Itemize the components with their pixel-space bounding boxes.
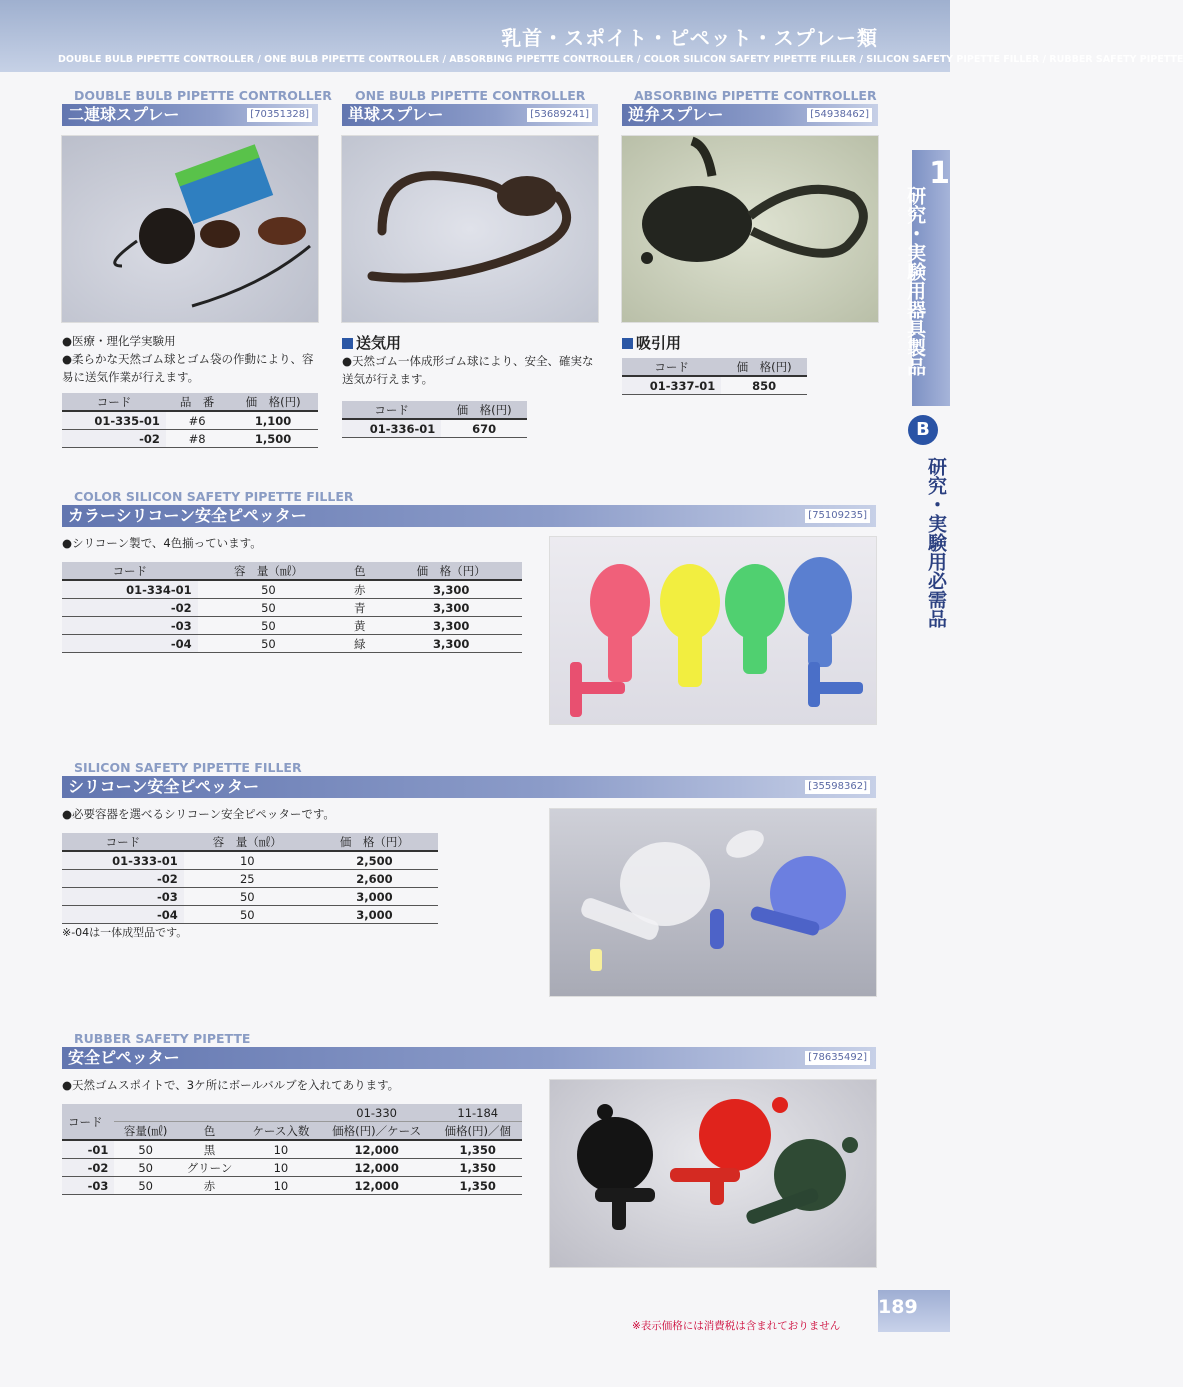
col-price: 価 格（円）: [311, 833, 438, 851]
group-01-330: 01-330: [320, 1104, 434, 1122]
col-price: 価 格(円): [721, 358, 807, 376]
cell-code: -02: [62, 430, 166, 448]
square-bullet-icon: [342, 338, 353, 349]
p5-price-table: [62, 833, 438, 924]
cell-color: グリーン: [177, 1159, 242, 1177]
cell-volume: 50: [198, 617, 340, 635]
table-row: [62, 617, 522, 635]
p2-photo: [342, 136, 598, 322]
cell-price-case: 12,000: [320, 1159, 434, 1177]
cell-volume: 50: [198, 580, 340, 599]
p6-photo: [550, 1080, 876, 1267]
col-volume: 容 量（㎖）: [198, 562, 340, 580]
group-11-184: 11-184: [434, 1104, 523, 1122]
cell-code: 01-336-01: [342, 419, 441, 438]
page-subtitle: DOUBLE BULB PIPETTE CONTROLLER / ONE BULB PIPETTE CONTROLLER / ABSORBING PIPETTE CONTROLLER / COLOR SILICON SAFETY PIPETTE FILLER / SILICON SAFETY PIPETTE FILLER / RUBBER SAFETY PIPETTE: [58, 54, 1183, 65]
col-code: コード: [62, 1104, 114, 1140]
cell-price-each: 1,350: [434, 1177, 523, 1195]
p2-title: 単球スプレー: [348, 105, 444, 124]
col-code: コード: [62, 393, 166, 411]
side-tab-label-1: 研究・実験用器具製品: [904, 186, 927, 376]
cell-code: 01-334-01: [62, 580, 198, 599]
square-bullet-icon: [622, 338, 633, 349]
p2-bullet: ●天然ゴム一体成形ゴム球により、安全、確実な送気が行えます。: [342, 354, 594, 386]
footer-note: ※表示価格には消費税は含まれておりません: [632, 1320, 841, 1332]
p1-title-bar: [62, 104, 318, 126]
p1-title: 二連球スプレー: [68, 105, 180, 124]
p5-product-image: [550, 809, 876, 996]
cell-code: -04: [62, 906, 184, 924]
col-code: コード: [622, 358, 721, 376]
p5-bullet: ●必要容器を選べるシリコーン安全ピペッターです。: [62, 807, 335, 821]
p6-price-table: [62, 1104, 522, 1195]
p4-title-bar: [62, 505, 876, 527]
p3-product-image: [622, 136, 878, 322]
p2-code: [53689241]: [527, 108, 592, 122]
col-code: コード: [62, 562, 198, 580]
col-code: コード: [62, 833, 184, 851]
p6-english-name: RUBBER SAFETY PIPETTE: [74, 1031, 251, 1046]
table-row: [62, 888, 438, 906]
p4-title: カラーシリコーン安全ピペッター: [68, 506, 307, 525]
table-header-row: [62, 1122, 522, 1141]
cell-code: -03: [62, 1177, 114, 1195]
col-price-each: 価格(円)／個: [434, 1122, 523, 1141]
p1-bullet-2: ●柔らかな天然ゴム球とゴム袋の作動により、容易に送気作業が行えます。: [62, 352, 314, 384]
col-color: 色: [339, 562, 380, 580]
p1-code: [70351328]: [247, 108, 312, 122]
cell-code: -02: [62, 870, 184, 888]
p6-product-image: [550, 1080, 876, 1267]
cell-color: 青: [339, 599, 380, 617]
p1-description: [62, 332, 324, 386]
table-row: [62, 599, 522, 617]
table-row: [62, 870, 438, 888]
p3-photo: [622, 136, 878, 322]
p2-price-table: [342, 401, 527, 438]
cell-price: 1,100: [228, 411, 318, 430]
cell-price: 1,500: [228, 430, 318, 448]
cell-price: 2,500: [311, 851, 438, 870]
cell-model: #8: [166, 430, 228, 448]
table-row: [62, 1140, 522, 1159]
p3-price-table: [622, 358, 807, 395]
p5-code: [35598362]: [805, 780, 870, 794]
p2-product-image: [342, 136, 598, 322]
cell-price: 3,000: [311, 906, 438, 924]
table-group-row: [62, 1104, 522, 1122]
cell-price: 3,300: [380, 635, 522, 653]
table-row: [342, 419, 527, 438]
cell-volume: 25: [184, 870, 311, 888]
p4-product-image: [550, 537, 876, 724]
p5-english-name: SILICON SAFETY PIPETTE FILLER: [74, 760, 302, 775]
cell-price: 850: [721, 376, 807, 395]
table-header-row: [62, 833, 438, 851]
p1-bullet-1: ●医療・理化学実験用: [62, 334, 176, 348]
side-tab-primary: [904, 150, 950, 406]
col-volume: 容 量（㎖）: [184, 833, 311, 851]
p1-english-name: DOUBLE BULB PIPETTE CONTROLLER: [74, 88, 332, 103]
col-color: 色: [177, 1122, 242, 1141]
cell-color: 黄: [339, 617, 380, 635]
cell-color: 黒: [177, 1140, 242, 1159]
cell-price: 2,600: [311, 870, 438, 888]
cell-code: 01-333-01: [62, 851, 184, 870]
table-row: [62, 635, 522, 653]
p2-use-label: [342, 332, 401, 353]
p2-title-bar: [342, 104, 598, 126]
cell-price-each: 1,350: [434, 1140, 523, 1159]
table-row: [62, 906, 438, 924]
table-header-row: [62, 562, 522, 580]
cell-code: -03: [62, 888, 184, 906]
p5-photo: [550, 809, 876, 996]
cell-code: 01-335-01: [62, 411, 166, 430]
p3-code: [54938462]: [807, 108, 872, 122]
p4-price-table: [62, 562, 522, 653]
p5-note: ※-04は一体成型品です。: [62, 926, 188, 939]
p6-title: 安全ピペッター: [68, 1048, 180, 1067]
cell-model: #6: [166, 411, 228, 430]
p4-english-name: COLOR SILICON SAFETY PIPETTE FILLER: [74, 489, 354, 504]
col-price-case: 価格(円)／ケース: [320, 1122, 434, 1141]
cell-code: -04: [62, 635, 198, 653]
p6-code: [78635492]: [805, 1051, 870, 1065]
table-header-row: [62, 393, 318, 411]
col-volume: 容量(㎖): [114, 1122, 177, 1141]
page-number: 189: [878, 1296, 918, 1318]
cell-price-case: 12,000: [320, 1140, 434, 1159]
col-model: 品 番: [166, 393, 228, 411]
p1-product-image: [62, 136, 318, 322]
cell-volume: 50: [198, 599, 340, 617]
p3-title-bar: [622, 104, 878, 126]
col-case-qty: ケース入数: [242, 1122, 320, 1141]
cell-color: 赤: [339, 580, 380, 599]
col-code: コード: [342, 401, 441, 419]
p1-photo: [62, 136, 318, 322]
cell-price: 3,300: [380, 617, 522, 635]
table-row: [62, 580, 522, 599]
cell-case-qty: 10: [242, 1140, 320, 1159]
cell-case-qty: 10: [242, 1177, 320, 1195]
cell-code: -02: [62, 1159, 114, 1177]
cell-code: 01-337-01: [622, 376, 721, 395]
col-price: 価 格（円）: [380, 562, 522, 580]
cell-volume: 50: [184, 888, 311, 906]
cell-color: 赤: [177, 1177, 242, 1195]
cell-price: 3,300: [380, 599, 522, 617]
table-row: [62, 1159, 522, 1177]
cell-volume: 50: [114, 1177, 177, 1195]
p6-bullet: ●天然ゴムスポイトで、3ケ所にボールバルブを入れてあります。: [62, 1078, 400, 1092]
side-tab-badge: B: [908, 415, 938, 445]
cell-code: -02: [62, 599, 198, 617]
p4-bullet: ●シリコーン製で、4色揃っています。: [62, 536, 262, 550]
cell-price: 3,000: [311, 888, 438, 906]
cell-color: 緑: [339, 635, 380, 653]
col-price: 価 格(円): [441, 401, 527, 419]
table-row: [62, 430, 318, 448]
p1-price-table: [62, 393, 318, 448]
table-row: [62, 851, 438, 870]
cell-code: -03: [62, 617, 198, 635]
cell-volume: 50: [114, 1140, 177, 1159]
cell-volume: 50: [184, 906, 311, 924]
p3-title: 逆弁スプレー: [628, 105, 724, 124]
p5-title: シリコーン安全ピペッター: [68, 777, 260, 796]
page-title: 乳首・スポイト・ピペット・スプレー類: [501, 26, 878, 50]
table-header-row: [622, 358, 807, 376]
side-tab-number: 1: [929, 156, 950, 191]
p4-photo: [550, 537, 876, 724]
table-row: [622, 376, 807, 395]
p3-use-label: [622, 332, 681, 353]
cell-price: 670: [441, 419, 527, 438]
cell-volume: 50: [198, 635, 340, 653]
cell-price-each: 1,350: [434, 1159, 523, 1177]
cell-price: 3,300: [380, 580, 522, 599]
p3-use: 吸引用: [636, 334, 682, 352]
side-tab-label-2: 研究・実験用必需品: [925, 457, 947, 628]
p4-code: [75109235]: [805, 509, 870, 523]
p5-title-bar: [62, 776, 876, 798]
col-price: 価 格(円): [228, 393, 318, 411]
cell-volume: 10: [184, 851, 311, 870]
cell-code: -01: [62, 1140, 114, 1159]
cell-case-qty: 10: [242, 1159, 320, 1177]
p3-english-name: ABSORBING PIPETTE CONTROLLER: [634, 88, 877, 103]
p6-title-bar: [62, 1047, 876, 1069]
cell-price-case: 12,000: [320, 1177, 434, 1195]
table-row: [62, 411, 318, 430]
p2-use: 送気用: [356, 334, 402, 352]
table-header-row: [342, 401, 527, 419]
cell-volume: 50: [114, 1159, 177, 1177]
table-row: [62, 1177, 522, 1195]
p2-english-name: ONE BULB PIPETTE CONTROLLER: [355, 88, 586, 103]
